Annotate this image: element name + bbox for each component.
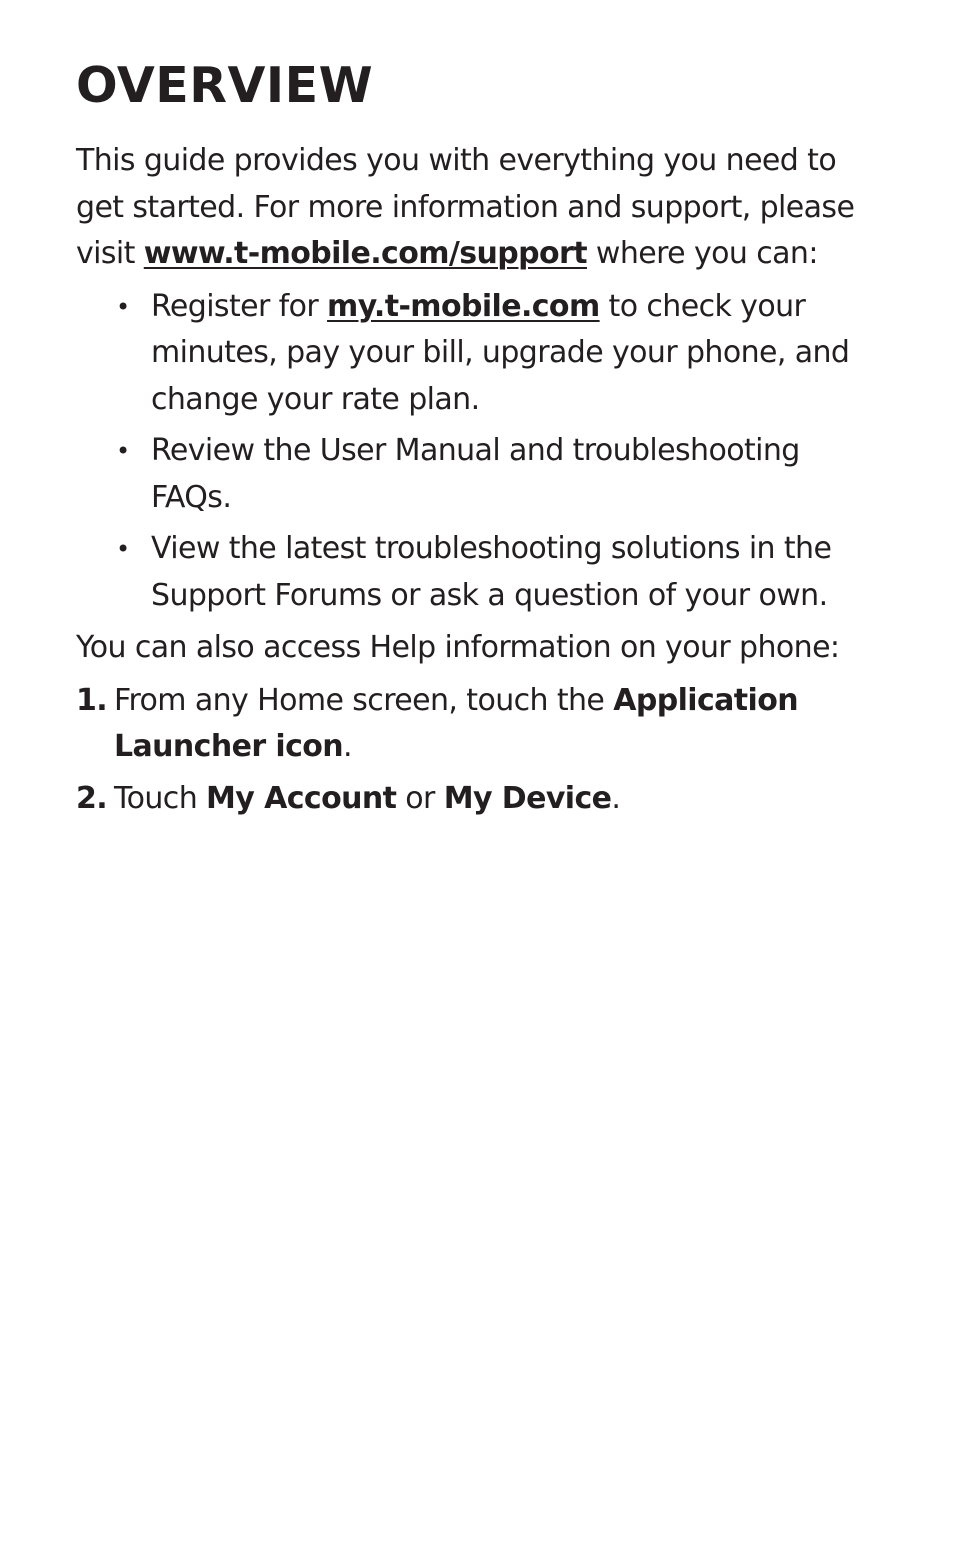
bullet-marker: • xyxy=(116,292,130,321)
step-text-after: . xyxy=(611,780,621,816)
support-options-list xyxy=(76,284,876,620)
step-item xyxy=(76,678,876,771)
page-title: OVERVIEW xyxy=(76,57,374,114)
step-text-before: Touch xyxy=(114,780,207,816)
step-text-after: . xyxy=(343,729,352,764)
page-content xyxy=(76,56,876,827)
help-intro-paragraph: You can also access Help information on your phone: xyxy=(76,630,840,665)
list-item xyxy=(76,284,876,424)
step-number: 1. xyxy=(76,682,108,718)
list-item-text: Review the User Manual and troubleshooting FAQs. xyxy=(151,433,800,515)
support-link[interactable]: www.t-mobile.com/support xyxy=(143,236,587,271)
list-item-text-before-link: Register for xyxy=(151,288,328,324)
my-account-label: My Account xyxy=(206,780,397,816)
my-tmobile-link[interactable]: my.t-mobile.com xyxy=(327,288,600,324)
intro-text-before-link: This guide provides you with everything you need to get started. For more information and support, please visit xyxy=(76,143,855,271)
application-launcher-label: Application Launcher icon xyxy=(114,682,798,764)
list-item-text-after-link: to check your minutes, pay your bill, upgrade your phone, and change your rate plan. xyxy=(151,288,850,417)
bullet-marker: • xyxy=(116,437,130,465)
intro-text-after-link: where you can: xyxy=(586,236,818,271)
step-text-before: From any Home screen, touch the xyxy=(114,682,614,718)
step-text-middle: or xyxy=(396,780,444,816)
list-item xyxy=(76,526,876,619)
bullet-marker: • xyxy=(116,535,130,563)
list-item-text: View the latest troubleshooting solutions in the Support Forums or ask a question of your own. xyxy=(151,531,832,613)
list-item xyxy=(76,428,876,521)
step-number: 2. xyxy=(76,780,108,816)
my-device-label: My Device xyxy=(443,780,612,816)
step-item xyxy=(76,776,876,823)
intro-paragraph xyxy=(76,138,876,278)
help-steps-list xyxy=(76,678,876,823)
